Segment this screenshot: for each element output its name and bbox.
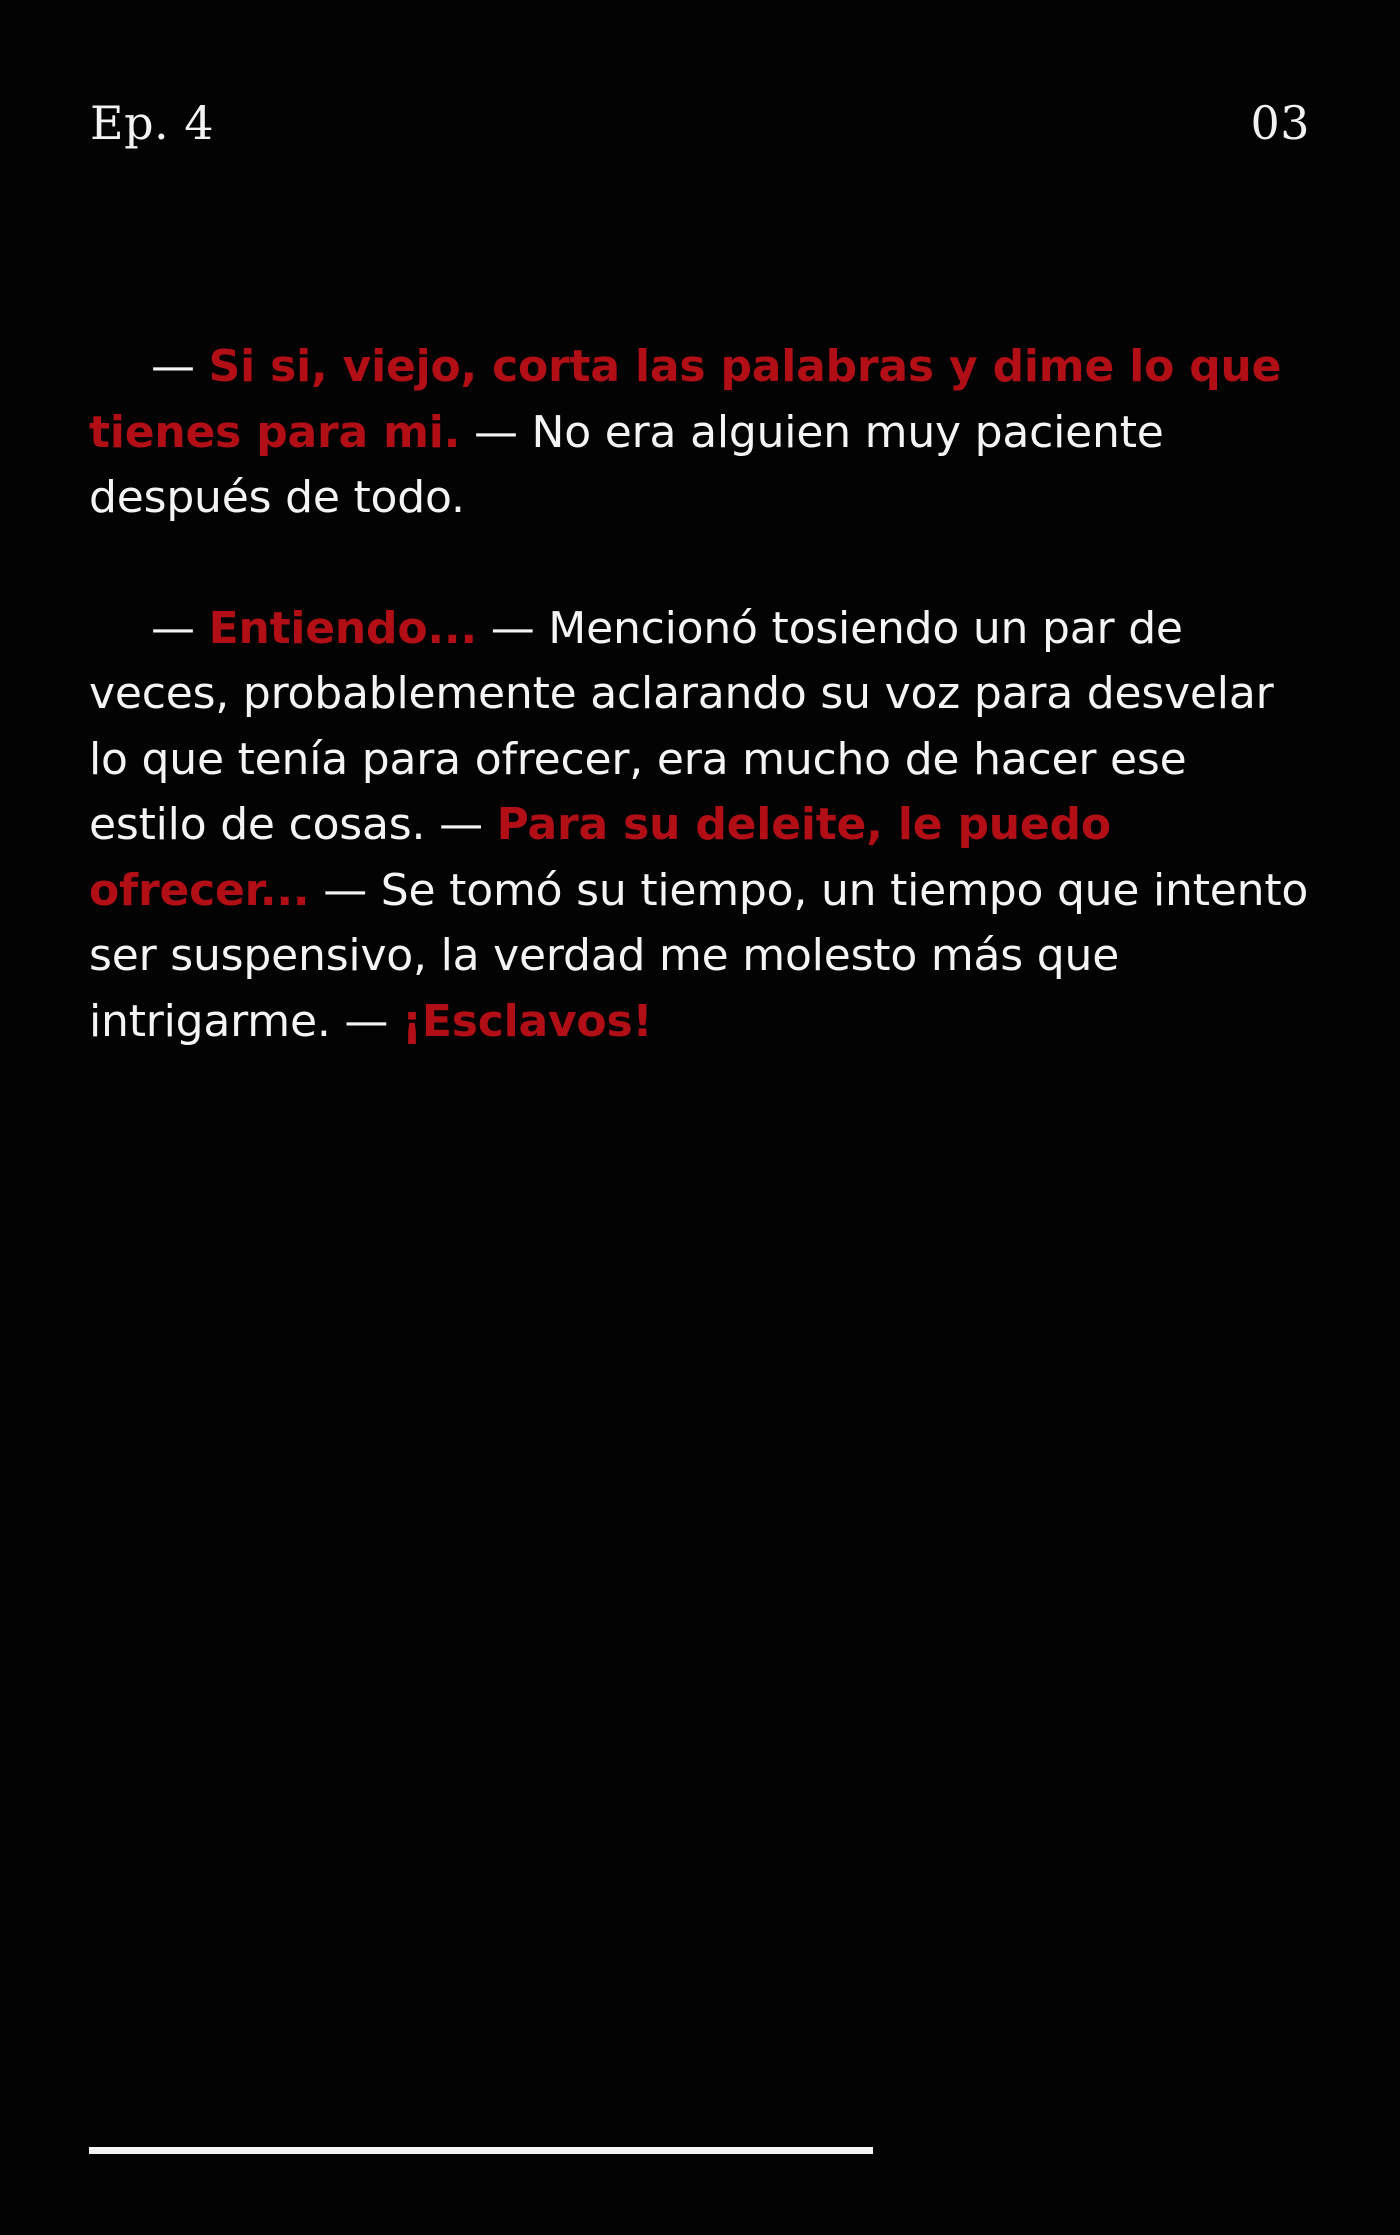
narration: — No era alguien muy paciente después de todo. bbox=[89, 406, 1164, 523]
episode-label: Ep. 4 bbox=[90, 96, 215, 150]
narration: — Mencionó tosiendo un par de veces, probablemente aclarando su voz para desvelar lo que tenía para ofrecer, era mucho de hacer ese estilo de cosas. — bbox=[89, 602, 1274, 850]
paragraph bbox=[89, 596, 1314, 1055]
paragraph bbox=[89, 334, 1314, 531]
dialogue-line: ¡Esclavos! bbox=[401, 995, 653, 1047]
page-number: 03 bbox=[1250, 96, 1310, 150]
dialogue-line: Entiendo... bbox=[208, 602, 477, 654]
story-text bbox=[89, 334, 1314, 1119]
narration: — Se tomó su tiempo, un tiempo que intento ser suspensivo, la verdad me molesto más que intrigarme. — bbox=[89, 864, 1309, 1047]
dialogue-line: Si si, viejo, corta las palabras y dime lo que tienes para mi. bbox=[89, 341, 1282, 458]
dialogue-dash: — bbox=[151, 602, 209, 654]
dialogue-dash: — bbox=[151, 341, 209, 392]
bottom-divider bbox=[89, 2147, 873, 2154]
dialogue-line: Para su deleite, le puedo ofrecer... bbox=[89, 799, 1111, 916]
